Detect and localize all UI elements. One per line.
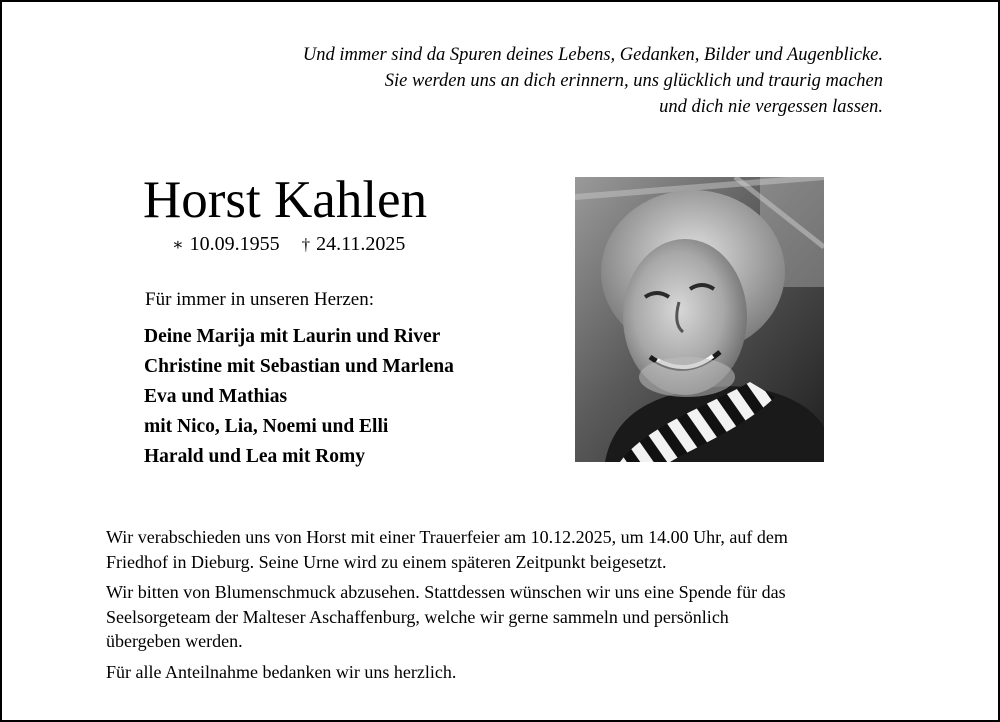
mourner-line: Eva und Mathias xyxy=(144,386,288,407)
deceased-name: Horst Kahlen xyxy=(143,171,428,229)
donation-paragraph xyxy=(106,580,906,654)
text-line: Wir bitten von Blumenschmuck abzusehen. Stattdessen wünschen wir uns eine Spende für das xyxy=(106,582,786,602)
mourner-line: Deine Marija mit Laurin und River xyxy=(144,326,441,347)
birth-star-icon: ∗ xyxy=(172,235,184,254)
birth-date: 10.09.1955 xyxy=(189,233,280,255)
motto-line: und dich nie vergessen lassen. xyxy=(659,97,883,117)
portrait-photo xyxy=(575,177,824,462)
mourners-list xyxy=(144,322,454,472)
text-line: Für alle Anteilnahme bedanken wir uns herzlich. xyxy=(106,661,457,682)
thanks-paragraph xyxy=(106,660,906,685)
text-line: übergeben werden. xyxy=(106,631,243,651)
mourner-line: Christine mit Sebastian und Marlena xyxy=(144,356,454,377)
text-line: Wir verabschieden uns von Horst mit einer Trauerfeier am 10.12.2025, um 14.00 Uhr, auf dem xyxy=(106,527,788,547)
funeral-information xyxy=(106,525,906,690)
ceremony-paragraph xyxy=(106,525,906,574)
mourner-line: Harald und Lea mit Romy xyxy=(144,446,366,467)
motto-verse xyxy=(123,42,883,120)
motto-line: Sie werden uns an dich erinnern, uns glücklich und traurig machen xyxy=(384,71,883,91)
life-dates xyxy=(172,230,405,259)
death-cross-icon: † xyxy=(301,235,311,254)
text-line: Seelsorgeteam der Malteser Aschaffenburg, welche wir gerne sammeln und persönlich xyxy=(106,606,729,627)
portrait-photo-icon xyxy=(575,177,824,462)
mourner-line: mit Nico, Lia, Noemi und Elli xyxy=(144,416,389,437)
mourners-intro: Für immer in unseren Herzen: xyxy=(145,289,374,310)
death-date: 24.11.2025 xyxy=(316,233,406,255)
motto-line: Und immer sind da Spuren deines Lebens, Gedanken, Bilder und Augenblicke. xyxy=(302,45,883,65)
text-line: Friedhof in Dieburg. Seine Urne wird zu einem späteren Zeitpunkt beigesetzt. xyxy=(106,551,667,572)
